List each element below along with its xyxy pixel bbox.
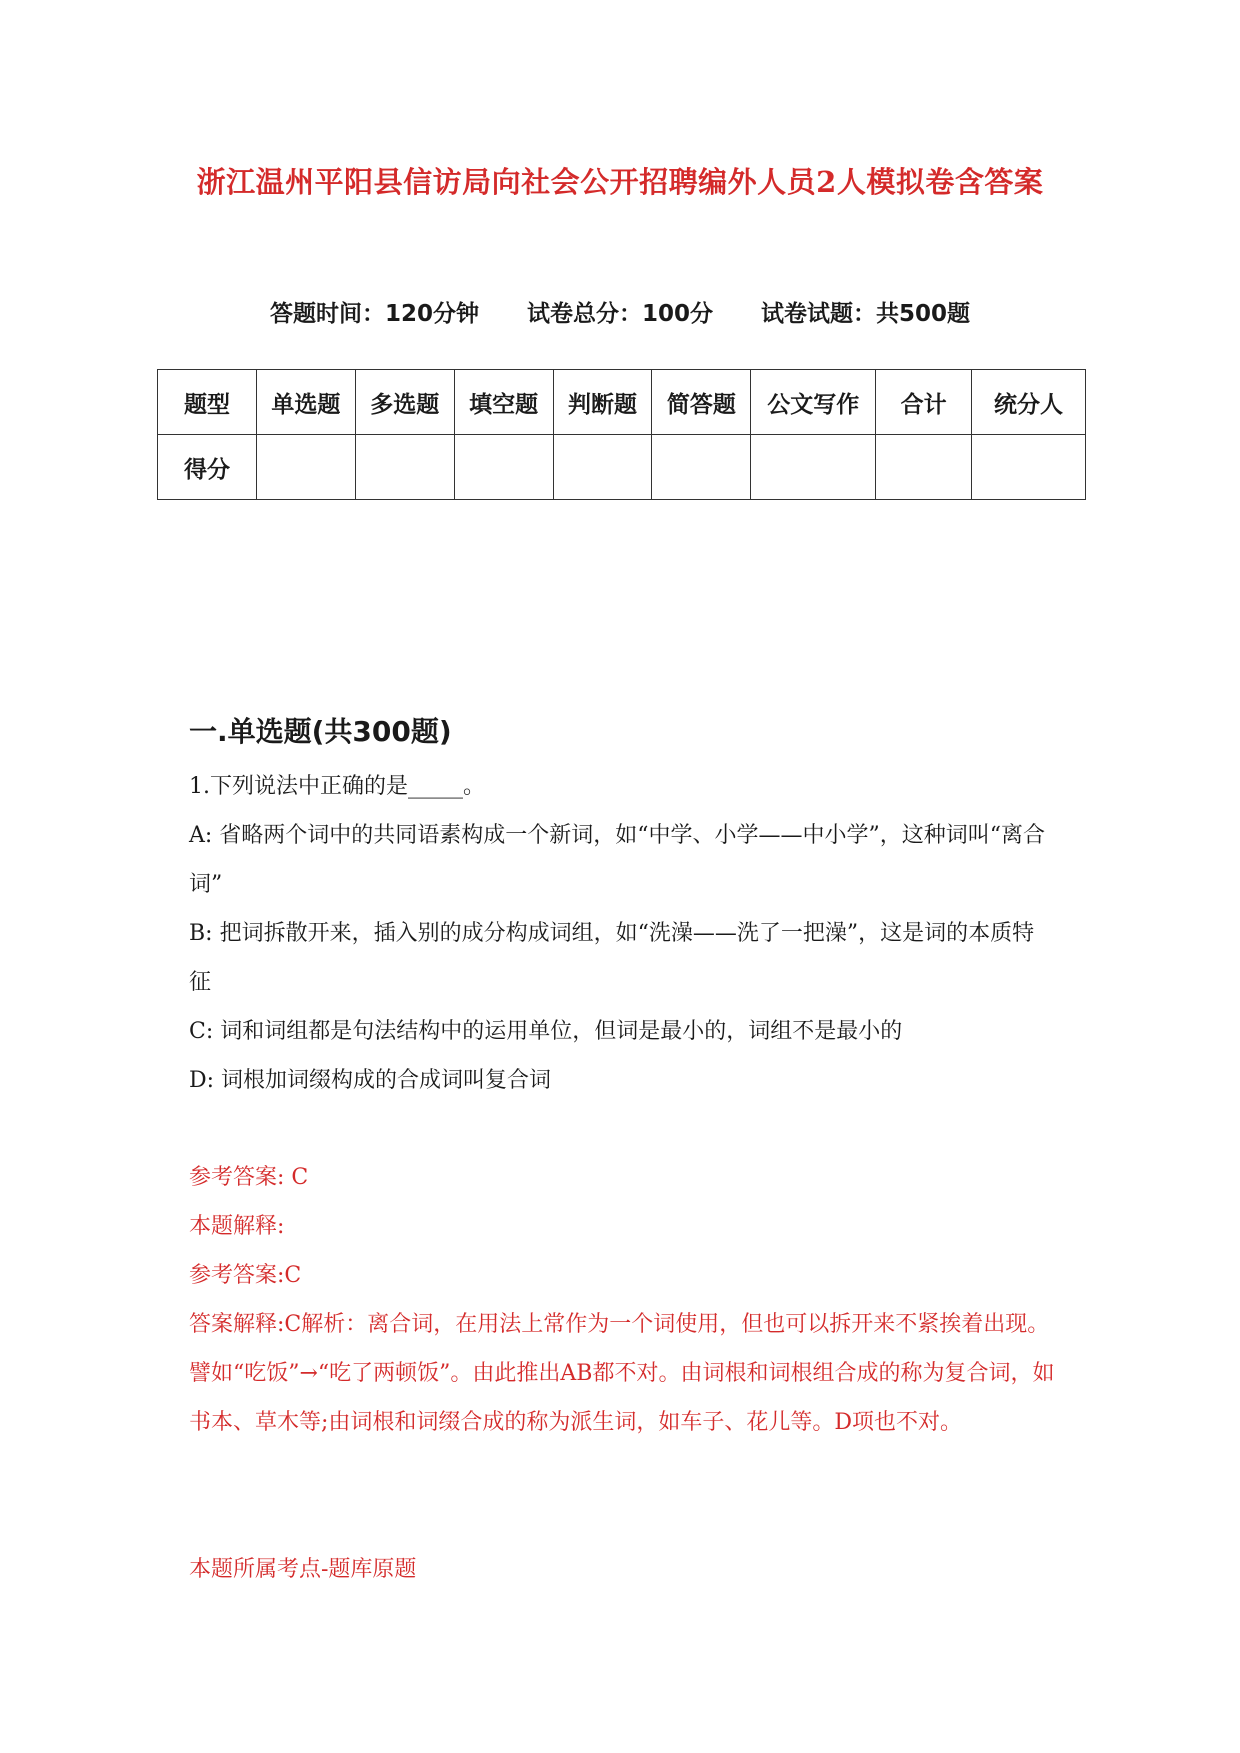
- score-cell: [972, 435, 1086, 500]
- score-table-score-row: [158, 435, 1086, 500]
- document-title: 浙江温州平阳县信访局向社会公开招聘编外人员2人模拟卷含答案: [196, 165, 1044, 199]
- score-cell: [751, 435, 876, 500]
- score-table-header-cell: 简答题: [652, 370, 751, 435]
- score-table-header-cell: 统分人: [972, 370, 1086, 435]
- reference-answer-2: 参考答案:C: [189, 1263, 302, 1288]
- score-table: [157, 369, 1086, 500]
- score-cell: [256, 435, 355, 500]
- option-a: A: 省略两个词中的共同语素构成一个新词，如“中学、小学——中小学”，这种词叫“离合词”: [189, 823, 1046, 897]
- question-options: [189, 811, 1055, 1105]
- exam-total-score: 试卷总分：100分: [526, 301, 713, 327]
- score-cell: [553, 435, 652, 500]
- score-table-header-cell: 题型: [158, 370, 257, 435]
- exam-meta: [0, 295, 1240, 328]
- exam-point: 本题所属考点-题库原题: [189, 1557, 417, 1582]
- score-table-header-cell: 单选题: [256, 370, 355, 435]
- exam-question-count: 试卷试题：共500题: [761, 301, 971, 327]
- explanation-label: 本题解释:: [189, 1214, 285, 1239]
- answer-explanation: 答案解释:C解析：离合词，在用法上常作为一个词使用，但也可以拆开来不紧挨着出现。譬如“吃饭”→“吃了两顿饭”。由此推出AB都不对。由词根和词根组合成的称为复合词，如书本、草木等;由词根和词缀合成的称为派生词，如车子、花儿等。D项也不对。: [189, 1312, 1055, 1435]
- score-row-label: 得分: [158, 435, 257, 500]
- score-table-header-cell: 公文写作: [751, 370, 876, 435]
- score-table-header-row: [158, 370, 1086, 435]
- reference-answer: 参考答案: C: [189, 1165, 309, 1190]
- score-cell: [876, 435, 972, 500]
- score-table-header-cell: 填空题: [454, 370, 553, 435]
- answer-block: [189, 1153, 1055, 1447]
- score-cell: [652, 435, 751, 500]
- section-heading: 一.单选题(共300题): [189, 715, 452, 748]
- score-cell: [454, 435, 553, 500]
- score-cell: [355, 435, 454, 500]
- exam-time: 答题时间：120分钟: [269, 301, 479, 327]
- option-d: D: 词根加词缀构成的合成词叫复合词: [189, 1068, 552, 1093]
- option-b: B: 把词拆散开来，插入别的成分构成词组，如“洗澡——洗了一把澡”，这是词的本质特征: [189, 921, 1035, 995]
- score-table-header-cell: 合计: [876, 370, 972, 435]
- score-table-header-cell: 判断题: [553, 370, 652, 435]
- score-table-header-cell: 多选题: [355, 370, 454, 435]
- option-c: C: 词和词组都是句法结构中的运用单位，但词是最小的，词组不是最小的: [189, 1019, 903, 1044]
- question-stem: 1.下列说法中正确的是_____。: [189, 774, 485, 799]
